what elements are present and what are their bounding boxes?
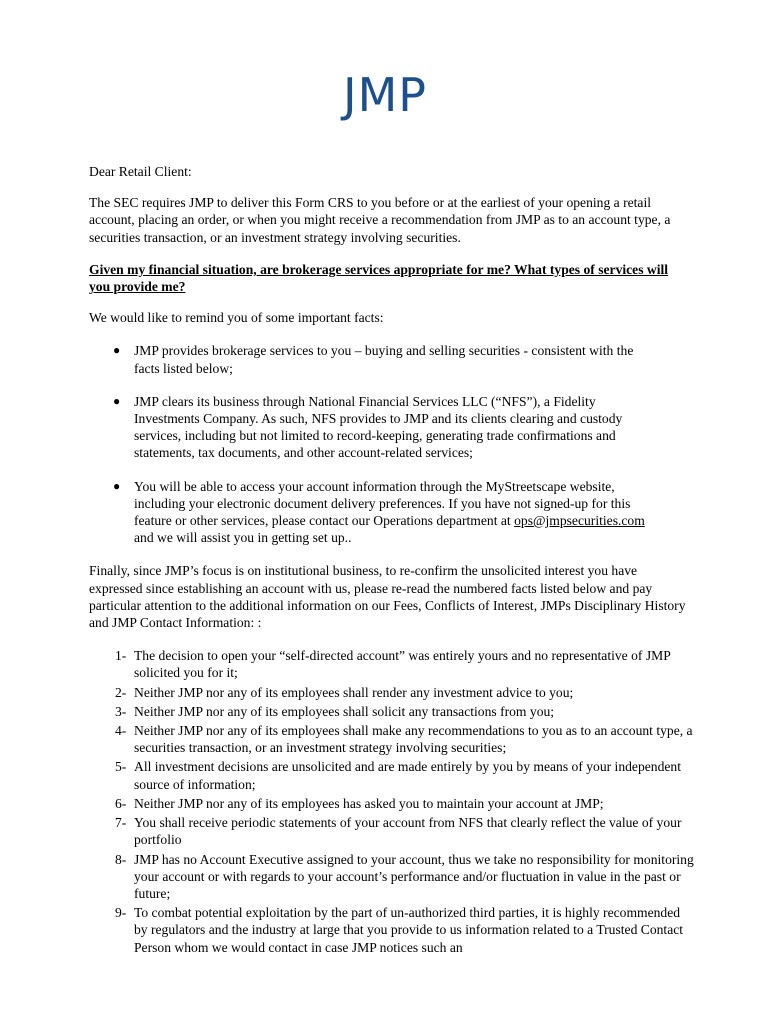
fact-text: You shall receive periodic statements of your account from NFS that clearly reflect the value of your portfolio [134, 815, 682, 848]
facts-bullet-list [89, 342, 689, 546]
bullet-dot-icon: ● [113, 393, 121, 408]
intro-paragraph: The SEC requires JMP to deliver this Form CRS to you before or at the earliest of your opening a retail account, placing an order, or when you might receive a recommendation from JMP as to an account type, a securities transaction, or an investment strategy involving securities. [89, 195, 671, 245]
numbered-facts-list [89, 647, 694, 955]
bullet-dot-icon: ● [113, 478, 121, 493]
bullet-item [113, 342, 654, 376]
fact-text: Neither JMP nor any of its employees shall render any investment advice to you; [134, 684, 574, 700]
letter-body [89, 163, 694, 958]
fact-text: Neither JMP nor any of its employees shall solicit any transactions from you; [134, 703, 555, 719]
fact-item [115, 795, 694, 812]
bullet-item [113, 478, 654, 547]
fact-number: 1- [115, 648, 127, 664]
bullet-dot-icon: ● [113, 343, 121, 358]
fact-item [115, 684, 694, 701]
fact-number: 7- [115, 815, 127, 831]
fact-item [115, 904, 694, 956]
fact-text: Neither JMP nor any of its employees has asked you to maintain your account at JMP; [134, 795, 604, 811]
bullet-text: JMP clears its business through National Financial Services LLC (“NFS”), a Fidelity Investments Company. As such, NFS provides to JMP and its clients clearing and custody services, including but not limited to record-keeping, generating trade confirmations and statements, tax documents, and other account-related services; [134, 393, 623, 461]
bullet-text: JMP provides brokerage services to you – buying and selling securities - consistent with the facts listed below; [134, 343, 634, 376]
fact-number: 4- [115, 723, 127, 739]
fact-item [115, 851, 694, 903]
bullet-text-after: and we will assist you in getting set up.. [134, 530, 352, 546]
bullet-item [113, 393, 654, 462]
question-heading: Given my financial situation, are brokerage services appropriate for me? What types of services will you provide me? [89, 261, 669, 295]
fact-number: 8- [115, 851, 127, 867]
operations-email-link[interactable]: ops@jmpsecurities.com [514, 513, 645, 529]
fact-item [115, 814, 694, 848]
lead-sentence: We would like to remind you of some important facts: [89, 310, 384, 326]
fact-text: Neither JMP nor any of its employees shall make any recommendations to you as to an account type, a securities transaction, or an investment strategy involving securities; [134, 723, 693, 756]
fact-text: The decision to open your “self-directed account” was entirely yours and no representative of JMP solicited you for it; [134, 648, 671, 681]
fact-text: To combat potential exploitation by the part of un-authorized third parties, it is highly recommended by regulators and the industry at large that you provide to us information related to a Trusted Contact Person whom we would contact in case JMP notices such an [134, 905, 684, 955]
fact-item [115, 647, 694, 681]
fact-text: JMP has no Account Executive assigned to your account, thus we take no responsibility for monitoring your account or with regards to your account’s performance and/or fluctuation in value in the past or future; [134, 851, 694, 901]
fact-item [115, 703, 694, 720]
fact-number: 2- [115, 684, 127, 700]
greeting: Dear Retail Client: [89, 164, 192, 179]
fact-text: All investment decisions are unsolicited and are made entirely by you by means of your independent source of information; [134, 759, 681, 792]
fact-number: 9- [115, 905, 127, 921]
fact-number: 5- [115, 759, 127, 775]
jmp-logo: JMP [343, 68, 427, 122]
fact-number: 3- [115, 703, 127, 719]
bullet-text-before: You will be able to access your account information through the MyStreetscape website, including your electronic document delivery preferences. If you have not signed-up for this feature or other services, please contact our Operations department at [134, 478, 631, 529]
fact-number: 6- [115, 795, 127, 811]
finally-paragraph: Finally, since JMP’s focus is on institutional business, to re-confirm the unsolicited interest you have expressed since establishing an account with us, please re-read the numbered facts listed below and pay particular attention to the additional information on our Fees, Conflicts of Interest, JMPs Disciplinary History and JMP Contact Information: : [89, 563, 686, 631]
fact-item [115, 722, 694, 756]
fact-item [115, 758, 694, 792]
